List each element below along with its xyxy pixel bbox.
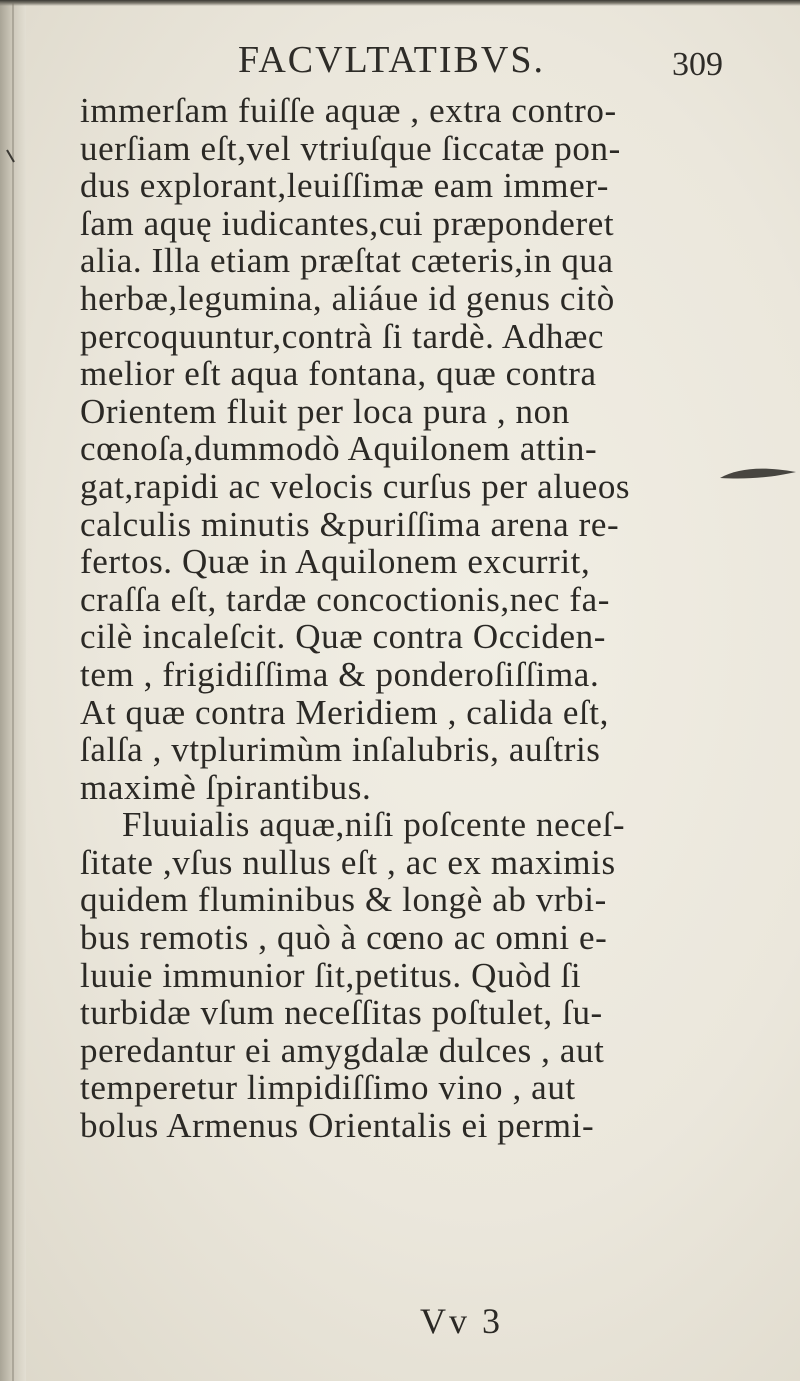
- paragraph-first-line: Fluuialis aquæ,niſi poſcente neceſ-: [122, 805, 626, 845]
- body-text: [80, 92, 760, 1145]
- page-header: [0, 38, 800, 88]
- text-line: maximè ſpirantibus.: [80, 767, 372, 807]
- text-line: gat,rapidi ac velocis curſus per alueos: [80, 466, 631, 506]
- margin-tick-mark: [6, 148, 16, 164]
- text-line: herbæ,legumina, aliáue id genus citò: [80, 278, 615, 318]
- text-line: ſitate ,vſus nullus eſt , ac ex maximis: [80, 842, 616, 882]
- signature-mark: Vv 3: [420, 1301, 503, 1341]
- text-line: percoquuntur,contrà ſi tardè. Adhæc: [80, 316, 605, 356]
- text-line: peredantur ei amygdalæ dulces , aut: [80, 1030, 605, 1070]
- text-line: immerſam fuiſſe aquæ , extra contro-: [80, 91, 617, 130]
- text-line: alia. Illa etiam præſtat cæteris,in qua: [80, 241, 614, 281]
- text-line: fertos. Quæ in Aquilonem excurrit,: [80, 542, 591, 582]
- text-line: bolus Armenus Orientalis ei permi-: [80, 1106, 595, 1146]
- text-line: melior eſt aqua fontana, quæ contra: [80, 354, 597, 394]
- ink-blot-mark: [718, 460, 798, 488]
- text-line: uerſiam eſt,vel vtriuſque ſiccatæ pon-: [80, 128, 621, 168]
- text-line: temperetur limpidiſſimo vino , aut: [80, 1068, 576, 1108]
- text-line: calculis minutis &puriſſima arena re-: [80, 504, 620, 544]
- text-line: luuie immunior ſit,petitus. Quòd ſi: [80, 955, 582, 995]
- text-line: dus explorant,leuiſſimæ eam immer-: [80, 166, 610, 206]
- page-gutter: [0, 0, 26, 1381]
- text-line: cœnoſa,dummodò Aquilonem attin-: [80, 429, 598, 469]
- text-line: ſam aquę iudicantes,cui præponderet: [80, 203, 615, 243]
- text-line: craſſa eſt, tardæ concoctionis,nec fa-: [80, 579, 611, 619]
- text-line: cilè incaleſcit. Quæ contra Occiden-: [80, 617, 606, 657]
- text-line: Orientem fluit per loca pura , non: [80, 391, 570, 431]
- text-line: At quæ contra Meridiem , calida eſt,: [80, 692, 609, 732]
- text-line: bus remotis , quò à cœno ac omni e-: [80, 918, 608, 958]
- text-line: turbidæ vſum neceſſitas poſtulet, ſu-: [80, 993, 603, 1033]
- text-line: ſalſa , vtplurimùm inſalubris, auſtris: [80, 730, 601, 770]
- text-line: tem , frigidiſſima & ponderoſiſſima.: [80, 654, 600, 694]
- page-number: 309: [672, 46, 723, 83]
- page-top-edge: [0, 0, 800, 6]
- text-line: quidem fluminibus & longè ab vrbi-: [80, 880, 607, 920]
- gutter-fold-line: [12, 0, 14, 1381]
- running-title: FACVLTATIBVS.: [238, 39, 545, 81]
